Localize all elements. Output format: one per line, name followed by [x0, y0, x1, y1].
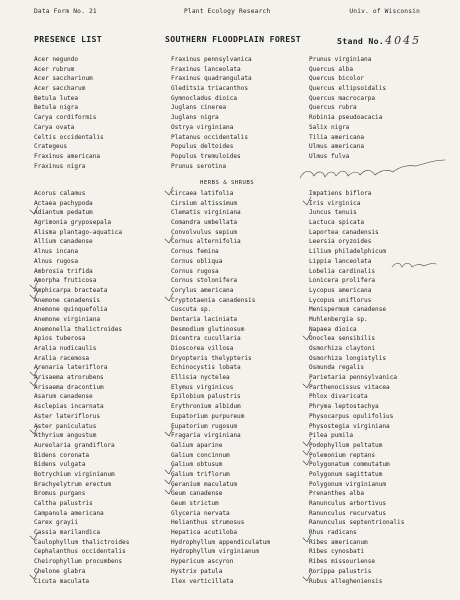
species-entry: Salix nigra — [309, 123, 350, 131]
species-entry: Helianthus strumosus — [171, 519, 245, 527]
species-entry: Laportea canadensis — [309, 228, 379, 236]
species-entry: Prenanthes alba — [309, 490, 365, 498]
species-entry: Cryptotaenia canadensis — [171, 296, 256, 304]
species-entry: Brachyelytrum erectum — [34, 480, 112, 488]
species-entry: Caltha palustris — [34, 500, 93, 507]
species-entry: Glyceria nervata — [171, 509, 230, 517]
center-trees-list — [171, 55, 252, 171]
species-entry: Circaea latifolia — [171, 190, 234, 197]
species-entry: Physocarpus opulifolius — [309, 412, 394, 420]
species-entry: Agrimonia gryposepala — [34, 219, 112, 227]
organization: Plant Ecology Research — [184, 8, 271, 15]
species-entry: Quercus ellipsoidalis — [309, 85, 387, 93]
species-entry: Fragaria virginiana — [171, 432, 241, 440]
species-entry: Ambrosia trifida — [34, 267, 93, 275]
species-entry: Ranunculus recurvatus — [309, 509, 387, 517]
species-entry: Fraxinus quadrangulata — [171, 75, 252, 83]
species-entry: Podophyllum peltatum — [309, 441, 383, 449]
species-entry: Cornus alternifolia — [171, 238, 241, 246]
stand-number-field — [337, 34, 421, 47]
species-entry: Physostegia virginiana — [309, 422, 390, 430]
species-entry: Cornus obliqua — [171, 257, 223, 265]
species-entry: Betula lutea — [34, 94, 79, 102]
species-entry: Comandra umbellata — [171, 219, 238, 227]
species-entry: Acorus calamus — [34, 190, 86, 197]
species-entry: Acer rubrum — [34, 65, 75, 73]
species-entry: Napaea dioica — [309, 325, 357, 333]
species-entry: Alisma plantago-aquatica — [34, 228, 123, 236]
species-entry: Bidens vulgata — [34, 461, 86, 469]
species-entry: Lobelia cardinalis — [309, 267, 376, 275]
species-entry: Ribes missouriense — [309, 558, 376, 566]
species-entry: Anemone virginiana — [34, 315, 101, 323]
presence-list-title: PRESENCE LIST — [34, 34, 102, 44]
university: Univ. of Wisconsin — [349, 8, 420, 15]
species-entry: Carya ovata — [34, 123, 75, 131]
species-entry: Acer negundo — [34, 56, 79, 63]
species-entry: Amorpha fruticosa — [34, 277, 97, 285]
species-entry: Ilex verticillata — [171, 577, 234, 585]
species-entry: Elymus virginicus — [171, 383, 234, 391]
species-entry: Actaea pachypoda — [34, 199, 93, 207]
forest-type-title: SOUTHERN FLOODPLAIN FOREST — [165, 34, 301, 44]
species-entry: Ranunculus septentrionalis — [309, 519, 405, 527]
species-entry: Hydrophyllum virginianum — [171, 548, 260, 556]
species-entry: Asarum canadense — [34, 393, 93, 401]
species-entry: Osmunda regalis — [309, 364, 365, 372]
species-entry: Muhlenbergia sp. — [309, 315, 368, 323]
species-entry: Lycopus americana — [309, 286, 372, 294]
species-entry: Amphicarpa bracteata — [34, 286, 108, 294]
right-herbs-list — [309, 189, 404, 586]
species-entry: Geum canadense — [171, 490, 223, 498]
species-entry: Cuscuta sp. — [171, 306, 212, 314]
species-entry: Galium triflorum — [171, 470, 230, 478]
species-entry: Polygonum sagittatum — [309, 470, 383, 478]
species-entry: Phlox divaricata — [309, 393, 368, 401]
species-entry: Cirsium altissimum — [171, 199, 238, 207]
species-entry: Populus deltoides — [171, 143, 234, 151]
species-entry: Quercus rubra — [309, 104, 357, 112]
species-entry: Allium canadense — [34, 238, 93, 246]
species-entry: Parietaria pennsylvanica — [309, 374, 398, 382]
species-entry: Acer saccharum — [34, 85, 86, 93]
species-entry: Leersia oryzoides — [309, 238, 372, 246]
species-entry: Arenaria lateriflora — [34, 364, 108, 372]
species-entry: Populus tremuloides — [171, 152, 241, 160]
left-herbs-list — [34, 189, 129, 586]
species-entry: Crategeus — [34, 143, 68, 151]
species-entry: Hydrophyllum appendiculatum — [171, 538, 271, 546]
species-entry: Eupatorium rugosum — [171, 422, 238, 430]
species-entry: Prunus serotina — [171, 162, 227, 170]
species-entry: Ulmus americana — [309, 143, 365, 151]
species-entry: Polygonatum commutatum — [309, 461, 390, 469]
species-entry: Lonicera prolifera — [309, 277, 376, 285]
species-entry: Athyrium angustum — [34, 432, 97, 440]
species-entry: Quercus bicolor — [309, 75, 365, 83]
species-entry: Tilia americana — [309, 133, 365, 141]
species-entry: Botrychium virginianum — [34, 470, 115, 478]
species-entry: Juncus tenuis — [309, 209, 357, 217]
species-entry: Rorippa palustris — [309, 567, 372, 575]
species-entry: Cornus stolonifera — [171, 277, 238, 285]
center-herbs-list — [171, 189, 270, 586]
species-entry: Cassia marilandica — [34, 529, 101, 537]
species-entry: Galium concinnum — [171, 451, 230, 459]
species-entry: Quercus macrocarpa — [309, 94, 376, 102]
species-entry: Aralia nudicaulis — [34, 345, 97, 352]
species-entry: Desmodium glutinosum — [171, 325, 245, 333]
species-entry: Hystrix patula — [171, 567, 223, 575]
species-entry: Convolvulus sepium — [171, 228, 238, 236]
species-entry: Platanus occidentalis — [171, 133, 249, 141]
species-entry: Lycopus uniflorus — [309, 296, 372, 304]
species-entry: Arisaema atrorubens — [34, 374, 104, 382]
species-entry: Parthenocissus vitacea — [309, 383, 390, 391]
species-entry: Robinia pseudoacacia — [309, 114, 383, 122]
right-trees-list — [309, 55, 386, 162]
species-entry: Geum strictum — [171, 500, 219, 507]
handwritten-scribble-right — [300, 160, 445, 178]
species-entry: Gleditsia triacanthos — [171, 85, 249, 93]
species-entry: Impatiens biflora — [309, 190, 372, 197]
species-entry: Caulophyllum thalictroides — [34, 538, 130, 546]
species-entry: Adiantum pedatum — [34, 209, 93, 217]
species-entry: Lilium philadelphicum — [309, 248, 387, 256]
species-entry: Ostrya virginiana — [171, 123, 234, 131]
species-entry: Juglans cinerea — [171, 104, 227, 112]
species-entry: Rubus allegheniensis — [309, 577, 383, 585]
species-entry: Bidens coronata — [34, 451, 90, 459]
species-entry: Ranunculus arbortivus — [309, 500, 387, 507]
species-entry: Ellisia nyctelea — [171, 374, 230, 382]
species-entry: Ulmus fulva — [309, 152, 350, 160]
species-entry: Anemone canadensis — [34, 296, 101, 304]
species-entry: Fraxinus nigra — [34, 162, 86, 170]
species-entry: Dryopteris thelypteris — [171, 354, 252, 362]
species-entry: Hypericum ascyron — [171, 558, 234, 566]
species-entry: Cornus femina — [171, 248, 219, 256]
left-trees-list — [34, 55, 104, 171]
species-entry: Aster paniculatus — [34, 422, 97, 430]
species-entry: Dentaria laciniata — [171, 315, 238, 323]
species-entry: Aureolaria grandiflora — [34, 441, 115, 449]
species-entry: Carex grayii — [34, 519, 79, 527]
species-entry: Cicuta maculata — [34, 577, 90, 585]
species-entry: Aster lateriflorus — [34, 412, 101, 420]
species-entry: Carya cordiformis — [34, 114, 97, 122]
species-entry: Acer saccharinum — [34, 75, 93, 83]
species-entry: Pilea pumila — [309, 432, 354, 440]
species-entry: Aralia racemosa — [34, 354, 90, 362]
species-entry: Dicentra cucullaria — [171, 335, 241, 343]
species-entry: Alnus incana — [34, 248, 79, 256]
species-entry: Polemonium reptans — [309, 451, 376, 459]
species-entry: Cornus rugosa — [171, 267, 219, 275]
species-entry: Galium obtusum — [171, 461, 223, 469]
species-entry: Campanula americana — [34, 509, 104, 517]
species-entry: Ribes americanum — [309, 538, 368, 546]
species-entry: Osmorhiza claytoni — [309, 345, 376, 352]
species-entry: Chelone glabra — [34, 567, 86, 575]
species-entry: Erythronium albidum — [171, 403, 241, 411]
species-entry: Hepatica acutiloba — [171, 529, 238, 537]
species-entry: Geranium maculatum — [171, 480, 238, 488]
species-entry: Anemonella thalictroides — [34, 325, 123, 333]
species-entry: Celtis occidentalis — [34, 133, 104, 141]
species-entry: Onoclea sensibilis — [309, 335, 376, 343]
species-entry: Epilobium palustris — [171, 393, 241, 401]
species-entry: Rhus radicans — [309, 529, 357, 537]
species-entry: Lactuca spicata — [309, 219, 365, 227]
species-entry: Alnus rugosa — [34, 257, 79, 265]
species-entry: Echinocystis lobata — [171, 364, 241, 372]
species-entry: Gymnocladus dioica — [171, 94, 238, 102]
species-entry: Iris virginica — [309, 199, 361, 207]
species-entry: Bromus purgans — [34, 490, 86, 498]
species-entry: Corylus americana — [171, 286, 234, 294]
species-entry: Apios tuberosa — [34, 335, 86, 343]
species-entry: Polygonum virginianum — [309, 480, 387, 488]
species-entry: Cheirophyllum procumbens — [34, 558, 123, 566]
species-entry: Fraxinus americana — [34, 152, 101, 160]
species-entry: Dioscorea villosa — [171, 345, 234, 352]
species-entry: Phryma leptostachya — [309, 403, 379, 411]
stand-number-handwritten: 4045 — [385, 34, 422, 47]
species-entry: Fraxinus lanceolata — [171, 65, 241, 73]
species-entry: Juglans nigra — [171, 114, 219, 122]
species-entry: Betula nigra — [34, 104, 79, 112]
species-entry: Fraxinus pennsylvanica — [171, 56, 252, 63]
species-entry: Clematis virginiana — [171, 209, 241, 217]
species-entry: Menispermum canadense — [309, 306, 387, 314]
species-entry: Ribes cynosbati — [309, 548, 365, 556]
species-entry: Osmorhiza longistylis — [309, 354, 387, 362]
species-entry: Anemone quinquefolia — [34, 306, 108, 314]
species-entry: Galium aparine — [171, 441, 223, 449]
species-entry: Eupatorium purpureum — [171, 412, 245, 420]
species-entry: Lippia lanceolata — [309, 257, 372, 265]
species-entry: Quercus alba — [309, 65, 354, 73]
species-entry: Cephalanthus occidentalis — [34, 548, 126, 556]
form-number: Data Form No. 21 — [34, 8, 97, 15]
species-entry: Asclepias incarnata — [34, 403, 104, 411]
herbs-shrubs-heading: HERBS & SHRUBS — [200, 180, 255, 186]
species-entry: Prunus virginiana — [309, 56, 372, 63]
species-entry: Arisaema dracontium — [34, 383, 104, 391]
stand-label: Stand No. — [337, 36, 385, 46]
